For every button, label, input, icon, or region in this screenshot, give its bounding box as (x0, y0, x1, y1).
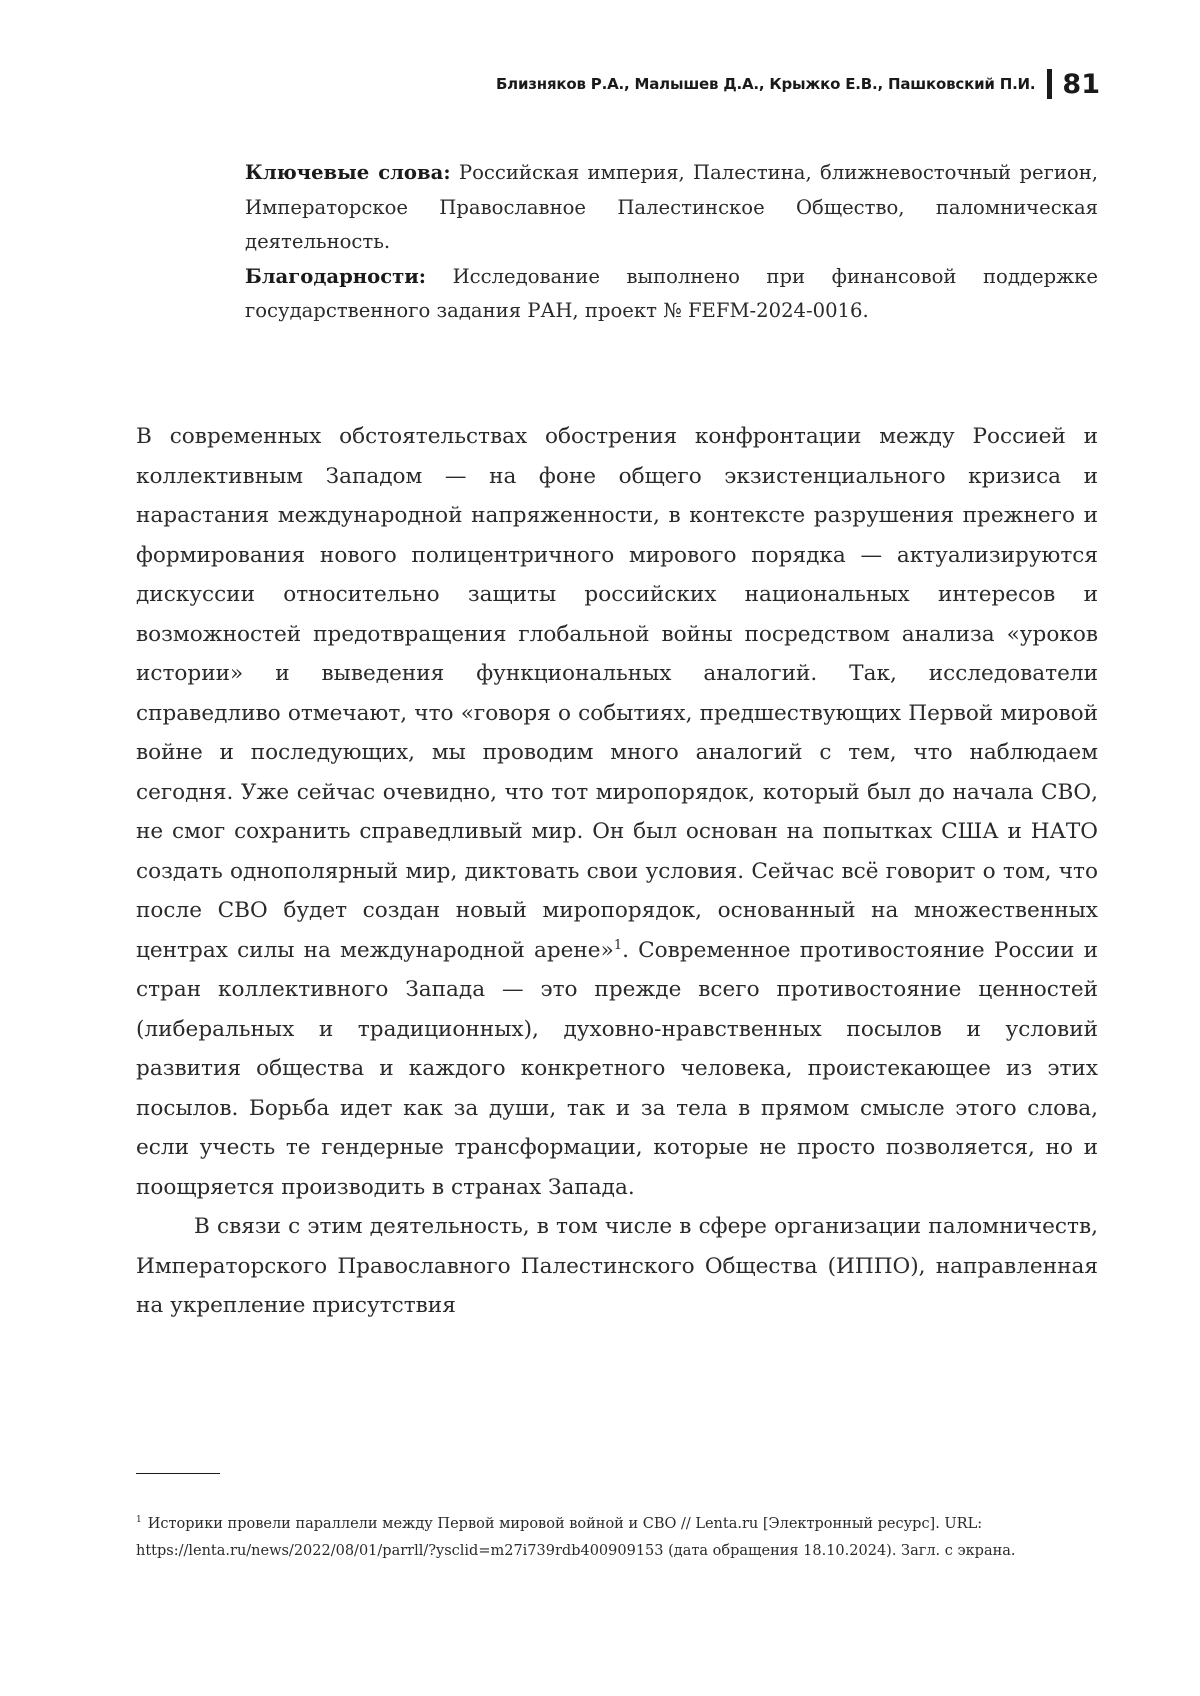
body-paragraph-1-part-2: . Современное противостояние России и стран коллективного Запада — это прежде всего противостояние ценностей (либеральных и традиционных), духовно-нравственных посылов и условий развития общества и каждого конкретного человека, проистекающее из этих посылов. Борьба идет как за души, так и за тела в прямом смысле этого слова, если учесть те гендерные трансформации, которые не просто позволяется, но и поощряется производить в странах Запада. (136, 937, 1099, 1200)
article-body (136, 417, 1098, 1326)
footnote-divider (136, 1473, 220, 1474)
page-number: 81 (1062, 68, 1100, 100)
footnote (136, 1511, 1098, 1565)
footnote-text: Историки провели параллели между Первой мировой войной и СВО // Lenta.ru [Электронный ресурс]. URL: https://lenta.ru/news/2022/08/01/parrll/?ysclid=m27i739rdb400909153 (дата обращения 18.10.2024). Загл. с экрана. (136, 1516, 1016, 1559)
header-authors: Близняков Р.А., Малышев Д.А., Крыжко Е.В., Пашковский П.И. (495, 75, 1036, 93)
body-paragraph-2: В связи с этим деятельность, в том числе в сфере организации паломничеств, Императорского Православного Палестинского Общества (ИППО), направленная на укрепление присутствия (136, 1214, 1098, 1318)
header-divider (1047, 69, 1052, 99)
footnote-reference[interactable]: 1 (613, 937, 623, 953)
keywords-text: Российская империя, Палестина, ближневосточный регион, Императорское Православное Палестинское Общество, паломническая деятельность. (245, 161, 1098, 253)
keywords-paragraph (245, 156, 1098, 260)
abstract-block (245, 156, 1098, 329)
acknowledgments-text: Исследование выполнено при финансовой поддержке государственного задания РАН, проект № FEFM-2024-0016. (245, 264, 1098, 322)
acknowledgments-label: Благодарности: (245, 264, 427, 288)
acknowledgments-paragraph (245, 260, 1098, 329)
keywords-label: Ключевые слова: (245, 161, 451, 184)
running-header (496, 66, 1100, 102)
footnote-number: 1 (136, 1515, 142, 1526)
body-paragraph-1 (136, 417, 1098, 1207)
body-paragraph-1-part-1: В современных обстоятельствах обострения конфронтации между Россией и коллективным Западом — на фоне общего экзистенциального кризиса и нарастания международной напряженности, в контексте разрушения прежнего и формирования нового полицентричного мирового порядка — актуализируются дискуссии относительно защиты российских национальных интересов и возможностей предотвращения глобальной войны посредством анализа «уроков истории» и выведения функциональных аналогий. Так, исследователи справедливо отмечают, что «говоря о событиях, предшествующих Первой мировой войне и последующих, мы проводим много аналогий с тем, что наблюдаем сегодня. Уже сейчас очевидно, что тот миропорядок, который был до начала СВО, не смог сохранить справедливый мир. Он был основан на попытках США и НАТО создать однополярный мир, диктовать свои условия. Сейчас всё говорит о том, что после СВО будет создан новый миропорядок, основанный на множественных центрах силы на международной арене» (136, 424, 1098, 963)
